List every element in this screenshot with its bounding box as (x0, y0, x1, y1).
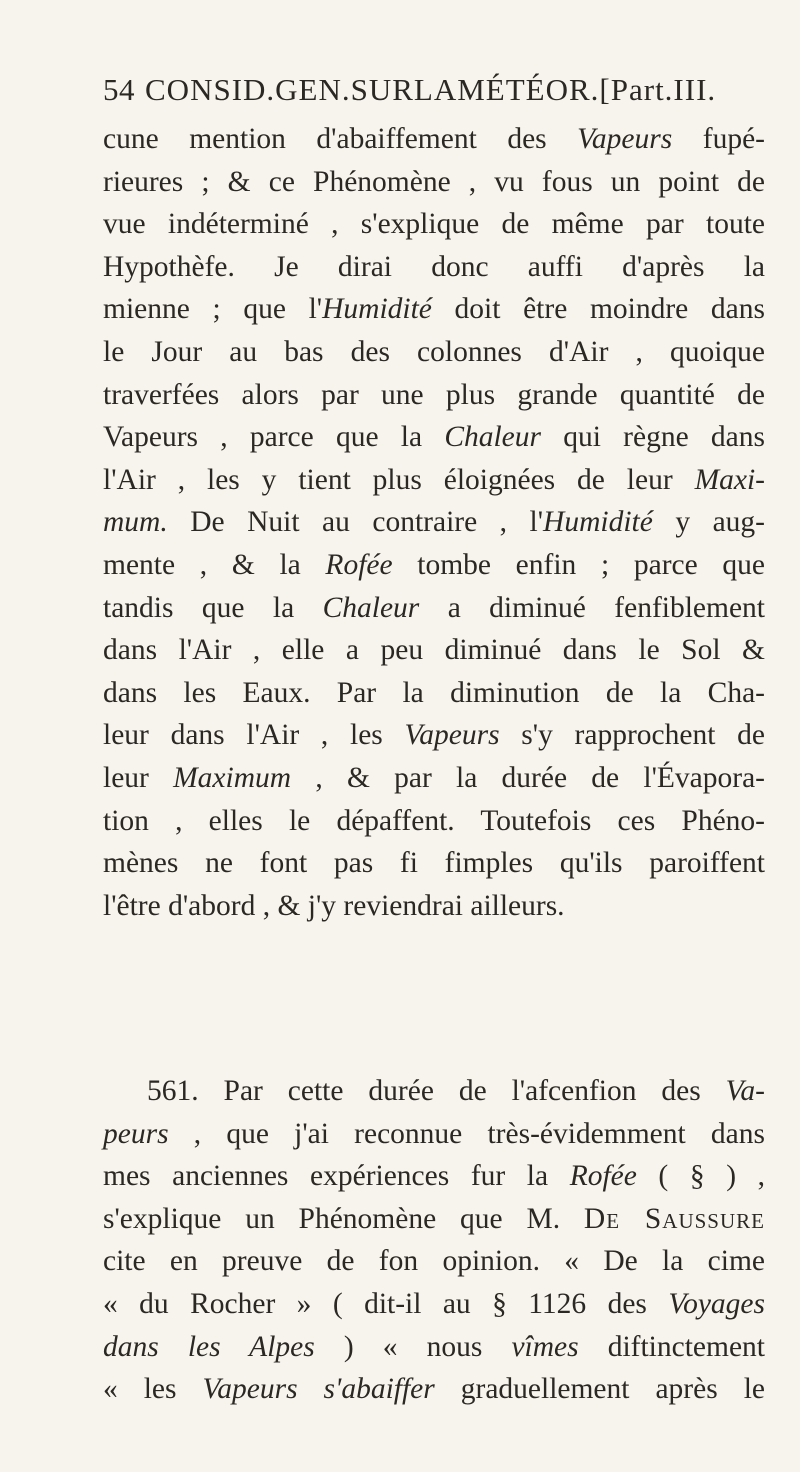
text-line (103, 246, 765, 288)
text-segment: vîmes (511, 1330, 579, 1363)
page-number: 54 (103, 72, 135, 107)
text-segment: , que j'ai reconnue très-évidemment dans (168, 1117, 765, 1150)
text-line (103, 544, 765, 586)
text-line (103, 587, 765, 629)
text-segment: Rofée (325, 549, 393, 581)
text-segment: tombe enfin ; parce que (392, 549, 765, 581)
text-segment: Vapeurs (404, 719, 500, 752)
text-segment: rieures ; & ce Phénomène , vu fous un point de (103, 165, 765, 198)
text-segment: dans l'Air , elle a peu diminué dans le Sol & (103, 634, 765, 667)
text-line (103, 757, 765, 799)
text-line (103, 1240, 765, 1282)
text-line (103, 1113, 765, 1155)
text-segment: a diminué fenfiblement (419, 591, 765, 624)
text-line (103, 203, 765, 245)
text-segment: s'explique un Phénomène que M. (103, 1202, 584, 1235)
text-segment: dans les Eaux. Par la diminution de la Cha- (103, 676, 765, 709)
text-line (103, 331, 765, 373)
text-segment: cite en preuve de fon opinion. « De la cime (103, 1245, 765, 1278)
text-line (103, 374, 765, 416)
text-segment: « du Rocher » ( dit-il au § 1126 des (103, 1288, 669, 1320)
text-segment: peurs (103, 1117, 169, 1150)
text-segment: leur dans l'Air , les (103, 719, 405, 752)
text-line (103, 1368, 765, 1410)
text-segment: mente , & la (103, 549, 326, 581)
text-segment: « les (103, 1373, 203, 1406)
text-segment: Vapeurs (577, 123, 673, 155)
text-segment: Rofée (569, 1160, 637, 1193)
text-segment: Vapeurs , parce que la (103, 421, 445, 454)
text-segment: Maxi- (694, 463, 765, 496)
text-line (103, 1198, 765, 1240)
text-segment: l'être d'abord , & j'y reviendrai ailleurs. (103, 889, 565, 922)
text-segment: vue indéterminé , s'explique de même par toute (103, 208, 765, 241)
text-segment: ) « nous (314, 1330, 512, 1363)
text-line (147, 1070, 765, 1112)
text-segment: Va- (725, 1075, 765, 1107)
text-segment: traverfées alors par une plus grande quantité de (103, 378, 765, 411)
text-segment: qui règne dans (541, 421, 765, 454)
text-segment: 561. Par cette durée de l'afcenfion des (147, 1075, 726, 1107)
text-segment: mum. (103, 506, 168, 539)
text-line (103, 501, 765, 543)
text-segment: tandis que la (103, 591, 323, 624)
text-segment: Vapeurs s'abaiffer (202, 1373, 435, 1406)
text-segment: Hypothèfe. Je dirai donc auffi d'après la (103, 250, 765, 283)
text-segment: , & par la durée de l'Évapora- (291, 762, 765, 794)
text-segment: Humidité (322, 293, 432, 326)
text-segment: dans les Alpes (103, 1330, 315, 1363)
text-segment: mes anciennes expériences fur la (103, 1160, 570, 1193)
text-segment: tion , elles le dépaffent. Toutefois ces Phéno- (103, 804, 765, 837)
text-line (103, 1283, 765, 1325)
text-line (103, 118, 765, 160)
text-segment: Chaleur (322, 591, 420, 624)
text-segment: mienne ; que l' (103, 293, 323, 326)
text-line (103, 1326, 765, 1368)
text-segment: cune mention d'abaiffement des (103, 123, 578, 155)
text-segment: fupé- (672, 123, 765, 155)
text-segment: Voyages (668, 1288, 765, 1320)
running-head (103, 72, 763, 116)
text-line (103, 459, 765, 501)
text-line (103, 629, 765, 671)
text-segment: diftinctement (578, 1330, 765, 1363)
text-segment: mènes ne font pas fi fimples qu'ils paroiffent (103, 847, 765, 880)
text-segment: le Jour au bas des colonnes d'Air , quoique (103, 336, 765, 368)
text-segment: Chaleur (444, 421, 542, 454)
text-segment: y aug- (652, 506, 765, 539)
text-line (103, 1155, 765, 1197)
text-segment: graduellement après le (434, 1373, 765, 1406)
text-line (103, 714, 765, 756)
text-segment: doit être moindre dans (431, 293, 765, 326)
text-segment: ( § ) , (636, 1160, 765, 1193)
text-line (103, 885, 765, 927)
text-segment: s'y rapprochent de (499, 719, 765, 752)
running-title: CONSID.GEN.SURLAMÉTÉOR.[Part.III. (145, 72, 717, 107)
text-line (103, 800, 765, 842)
text-segment: De Nuit au contraire , l' (167, 506, 544, 539)
text-segment: Maximum (173, 762, 292, 794)
text-line (103, 161, 765, 203)
text-line (103, 416, 765, 458)
text-segment: De Saussure (583, 1202, 765, 1235)
text-segment: Humidité (543, 506, 653, 539)
text-line (103, 672, 765, 714)
text-line (103, 288, 765, 330)
text-segment: l'Air , les y tient plus éloignées de leur (103, 463, 695, 496)
text-line (103, 842, 765, 884)
text-segment: leur (103, 762, 174, 794)
